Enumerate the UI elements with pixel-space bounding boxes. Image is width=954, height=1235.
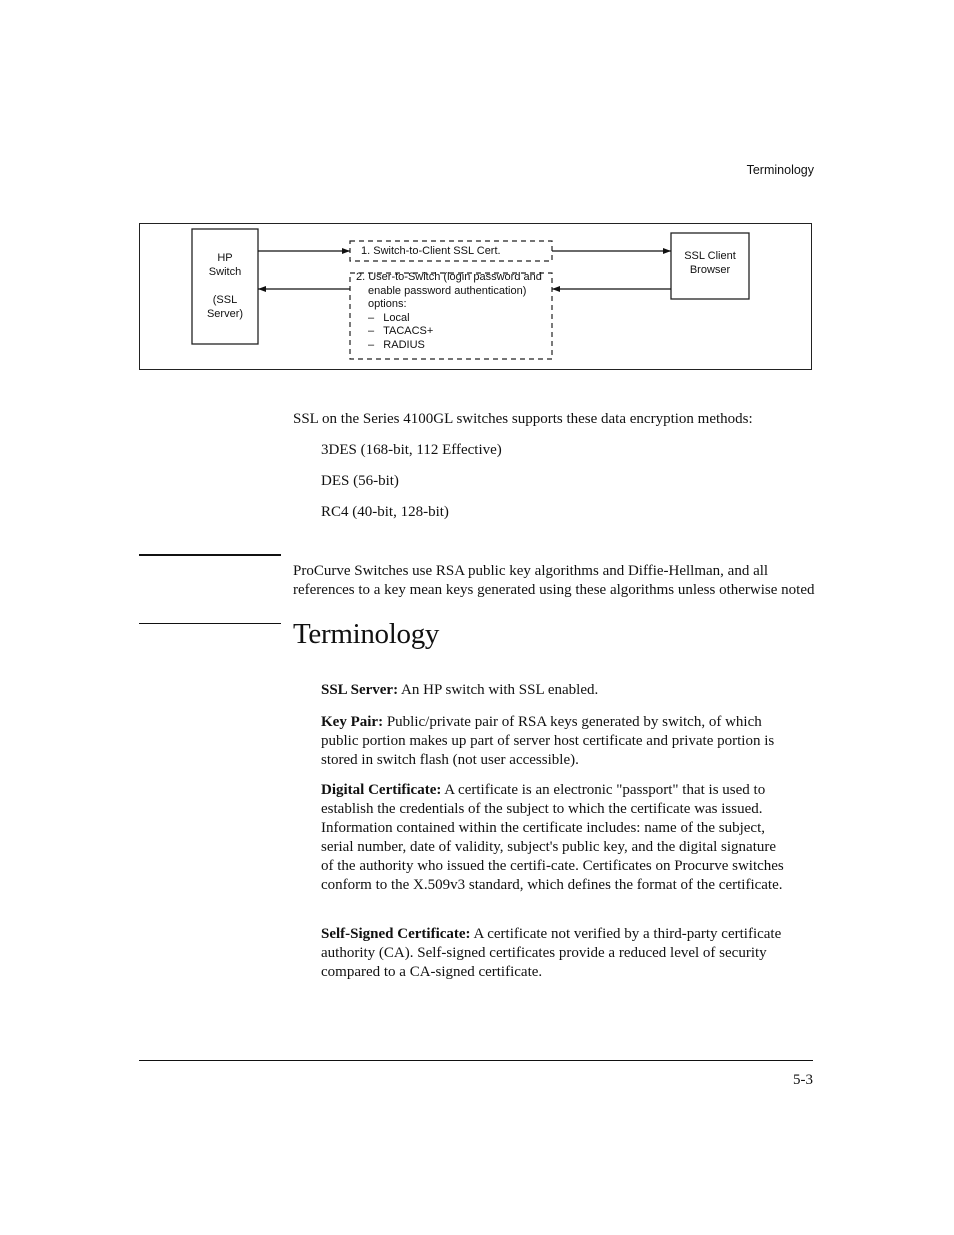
footer-rule: [139, 1060, 813, 1061]
term-label: Key Pair:: [321, 714, 384, 730]
intro-text: SSL on the Series 4100GL switches supports these data encryption methods:: [293, 411, 753, 427]
term-key-pair: [321, 713, 791, 770]
hp-switch-label: HP Switch (SSL Server): [206, 252, 244, 320]
term-definition: A certificate not verified by a third-party certificate authority (CA). Self-signed certificates provide a reduced level of security compared to a CA-signed certificate.: [321, 926, 782, 980]
term-label: Digital Certificate:: [321, 782, 442, 798]
term-definition: Public/private pair of RSA keys generated by switch, of which public portion makes up part of server host certificate and private portion is stored in switch flash (not user accessible).: [321, 714, 775, 768]
term-digital-certificate: [321, 781, 789, 895]
ssl-client-label: SSL Client Browser: [684, 250, 736, 276]
section-heading: Terminology: [293, 618, 440, 650]
method-3des: 3DES (168-bit, 112 Effective): [321, 442, 502, 458]
term-label: SSL Server:: [321, 682, 399, 698]
term-ssl-server: [321, 681, 791, 700]
note-paragraph: ProCurve Switches use RSA public key algorithms and Diffie-Hellman, and all references to a key mean keys generated using these algorithms unless otherwise noted: [293, 563, 815, 598]
term-label: Self-Signed Certificate:: [321, 926, 471, 942]
method-rc4: RC4 (40-bit, 128-bit): [321, 504, 449, 520]
note1-text: 1. Switch-to-Client SSL Cert.: [361, 245, 501, 257]
term-definition: An HP switch with SSL enabled.: [401, 682, 599, 698]
method-des: DES (56-bit): [321, 473, 399, 489]
term-self-signed-certificate: [321, 925, 791, 982]
note2-text: 2. User-to-Switch (login password and enable password authentication) options: – Local – TACACS+ – RADIUS: [356, 271, 542, 351]
running-header: Terminology: [746, 163, 814, 177]
note-rule-bottom: [139, 623, 281, 624]
page-number: 5-3: [793, 1072, 813, 1088]
note-rule-top: [139, 554, 281, 556]
term-definition: A certificate is an electronic "passport" that is used to establish the credentials of the subject to which the certificate was issued. Information contained within the certificate includes: name of the subject, serial number, date of validity, subject's public key, and the digital signature of the authority who issued the certifi-cate. Certificates on Procurve switches conform to the X.509v3 standard, which defines the format of the certificate.: [321, 782, 784, 893]
